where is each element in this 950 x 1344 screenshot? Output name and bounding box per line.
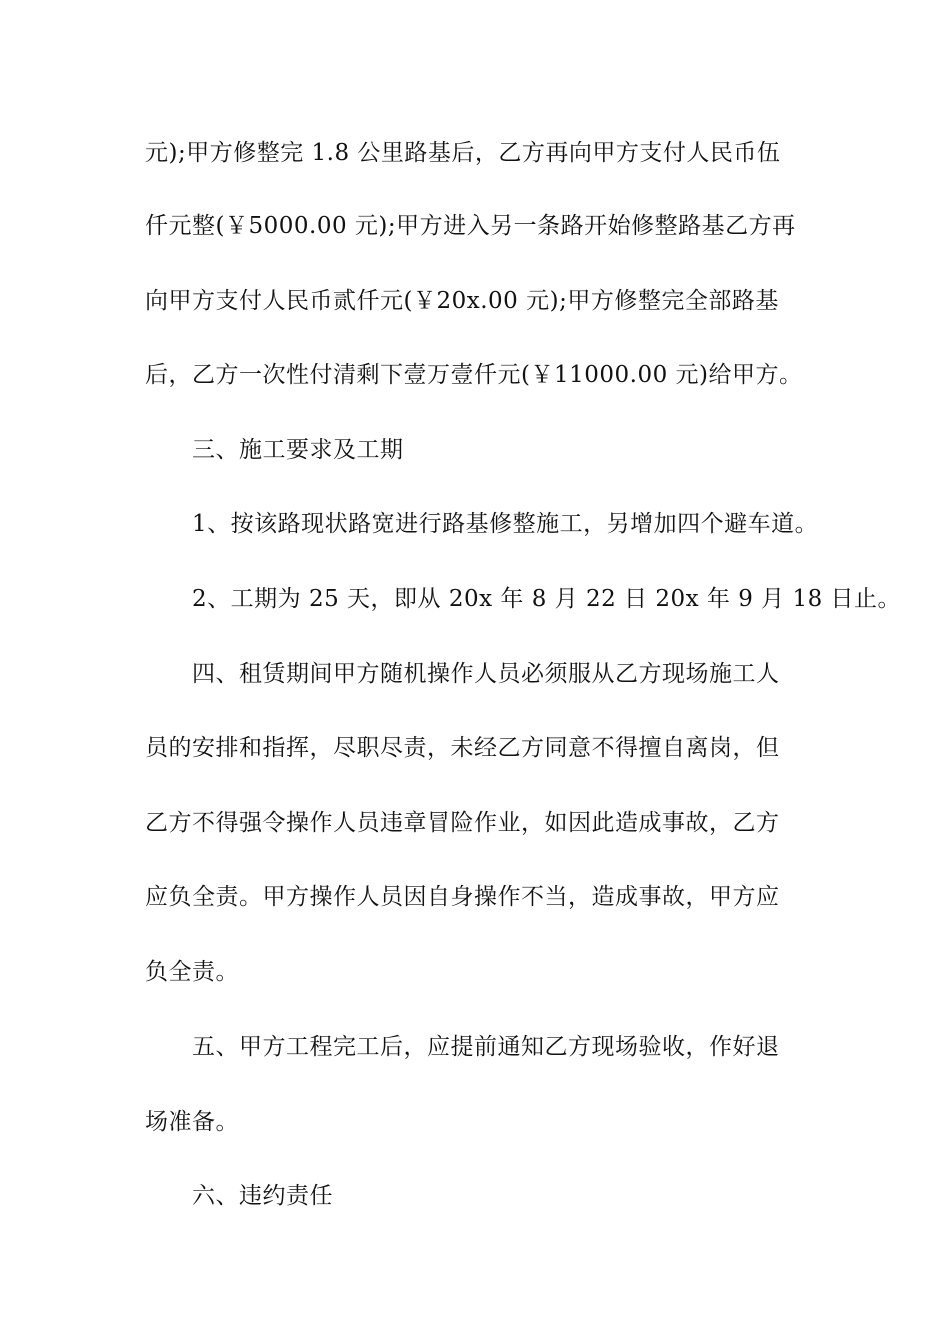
text-line: 元);甲方修整完 1.8 公里路基后，乙方再向甲方支付人民币伍: [145, 140, 781, 166]
text-line: 场准备。: [145, 1109, 239, 1135]
text-line: 员的安排和指挥，尽职尽责，未经乙方同意不得擅自离岗，但: [145, 735, 780, 761]
text-line: 乙方不得强令操作人员违章冒险作业，如因此造成事故，乙方: [145, 810, 780, 836]
section-heading: 六、违约责任: [192, 1183, 333, 1209]
text-line: 2、工期为 25 天，即从 20x 年 8 月 22 日 20x 年 9 月 18 日止。: [192, 586, 902, 612]
text-line: 五、甲方工程完工后，应提前通知乙方现场验收，作好退: [192, 1034, 780, 1060]
text-line: 1、按该路现状路宽进行路基修整施工，另增加四个避车道。: [192, 511, 819, 537]
section-heading: 三、施工要求及工期: [192, 437, 404, 463]
text-line: 负全责。: [145, 959, 239, 985]
text-line: 仟元整(￥5000.00 元);甲方进入另一条路开始修整路基乙方再: [145, 213, 796, 239]
text-line: 四、租赁期间甲方随机操作人员必须服从乙方现场施工人: [192, 661, 780, 687]
text-line: 后，乙方一次性付清剩下壹万壹仟元(￥11000.00 元)给甲方。: [145, 362, 803, 388]
text-line: 向甲方支付人民币贰仟元(￥20x.00 元);甲方修整完全部路基: [145, 288, 779, 314]
text-line: 应负全责。甲方操作人员因自身操作不当，造成事故，甲方应: [145, 884, 780, 910]
